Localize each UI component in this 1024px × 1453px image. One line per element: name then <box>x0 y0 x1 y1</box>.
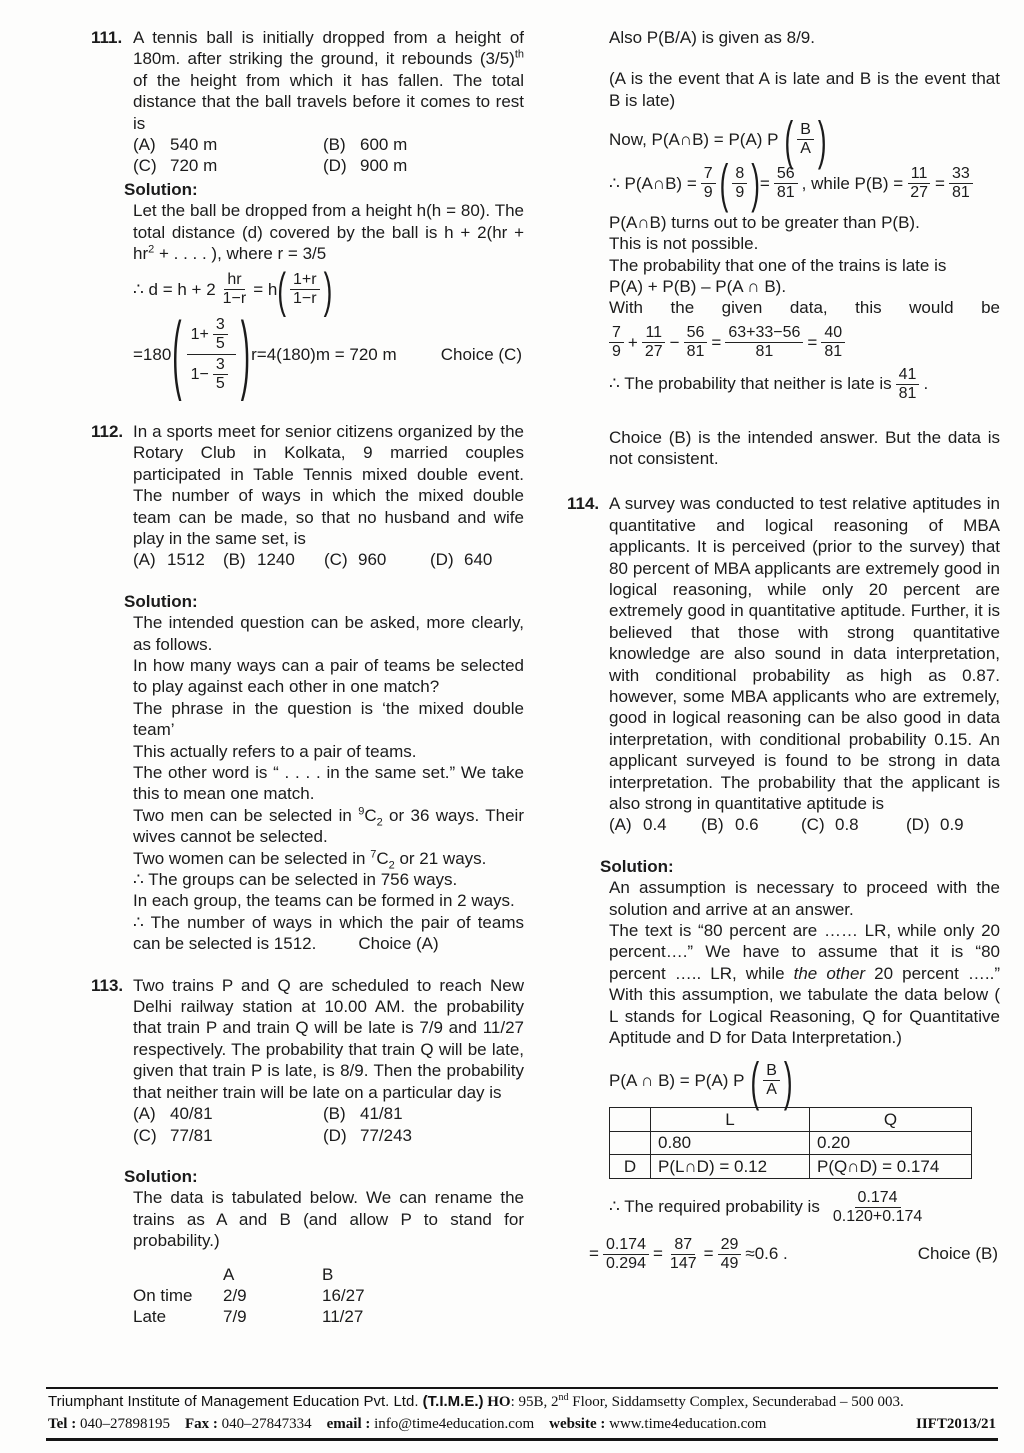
solution-label: Solution: <box>124 591 198 611</box>
subscript: 2 <box>388 859 395 872</box>
choice-answer: Choice (B) <box>917 1244 998 1264</box>
solution-paragraph: In how many ways can a pair of teams be selected to play against each other in one match? <box>133 655 524 697</box>
solution-label: Solution: <box>124 179 198 199</box>
fraction: $\frac{1+r}{1-r}$ <box>290 271 320 308</box>
superscript: 2 <box>148 243 155 256</box>
solution-paragraph: The data is tabulated below. We can rename the trains as A and B (and allow P to stand for probability.) <box>133 1188 524 1251</box>
solution-paragraph: The probability that one of the trains is late is <box>609 255 947 275</box>
solution-paragraph: This actually refers to a pair of teams. <box>133 741 417 761</box>
cell: P(Q∩D) = 0.174 <box>810 1155 972 1179</box>
superscript: nd <box>558 1392 569 1403</box>
nested-fraction: 1+ $\frac{3}{5}$ 1− $\frac{3}{5}$ <box>187 315 236 394</box>
superscript: 9 <box>358 805 365 818</box>
options <box>133 1103 524 1146</box>
italic-text: the other <box>793 963 866 983</box>
option-d: (D) 77/243 <box>323 1125 412 1145</box>
solution-paragraph: The other word is “ . . . . in the same set.” We take this to mean one match. <box>133 763 524 804</box>
footer <box>46 1387 998 1441</box>
fraction: $\frac{29}{49}$ <box>718 1236 742 1273</box>
solution-paragraph: In each group, the teams can be formed in 2 ways. <box>133 891 515 911</box>
right-paren: ) <box>783 1050 793 1112</box>
question-text: A tennis ball is initially dropped from a height of 180m. after striking the ground, it rebounds $(3/5)^{th}$ of the height from which it has fallen. The total distance that the ball travels before it comes to rest is <box>133 28 524 133</box>
option-b: (B) 1240 <box>223 550 295 570</box>
fraction: $\frac{63+33-56}{81}$ <box>725 324 803 361</box>
right-paren: ) <box>817 108 827 171</box>
question-113 <box>91 975 524 1328</box>
question-111 <box>91 27 524 401</box>
formula-required-probability: ∴ The required probability is $\frac{0.174}{0.120+0.174}$ <box>609 1189 1000 1226</box>
website: website : www.time4education.com <box>549 1416 767 1432</box>
fraction: $\frac{56}{81}$ <box>684 324 708 361</box>
formula-final: = $\frac{0.174}{0.294}$ = $\frac{87}{147}$ = $\frac{29}{49}$ ≈0.6 . Choice (B) <box>589 1235 998 1272</box>
formula-sum: $\frac{7}{9}$ + $\frac{11}{27}$ − $\frac{56}{81}$ = $\frac{63+33-56}{81}$ = $\frac{40}{81}$ <box>609 324 1000 361</box>
formula-distance: ∴ d = h + 2 $\frac{hr}{1-r}$ = h ( $\frac{1+r}{1-r}$ ) <box>133 261 333 319</box>
solution-paragraph: An assumption is necessary to proceed with the solution and arrive at an answer. <box>609 878 1000 919</box>
question-112 <box>91 421 524 955</box>
row-label: Late <box>133 1307 167 1327</box>
solution-paragraph: The intended question can be asked, more clearly, as follows. <box>133 613 524 654</box>
solution-paragraph: (A is the event that A is late and B is the event that B is late) <box>609 69 1000 110</box>
option-d: (D) 640 <box>430 550 493 570</box>
solution-label: Solution: <box>124 1166 198 1186</box>
options <box>133 134 524 177</box>
probability-table <box>609 1107 972 1179</box>
option-a: (A) 40/81 <box>133 1104 213 1124</box>
choice-answer: Choice (C) <box>440 344 522 364</box>
options <box>609 814 1000 835</box>
fax: Fax : 040–27847334 <box>184 1416 312 1432</box>
left-paren: ( <box>784 108 794 171</box>
email: email : info@time4education.com <box>326 1416 535 1432</box>
question-text: A survey was conducted to test relative aptitudes in quantitative and logical reasoning of MBA applicants. It is perceived (prior to the survey) that 80 percent of MBA applicants are extremely good in logical reasoning, while only 20 percent are extremely good in quantitative aptitude. Further, it is believed that those with strong quantitative knowledge are also sound in data interpretation, with conditional probability as high as 0.87. however, some MBA applicants who are extremely, good in logical reasoning can be also good in data interpretation, with conditional probability 0.15. An applicant surveyed is found to be strong in data interpretation. The probability that the applicant is also strong in quantitative aptitude is <box>609 494 1000 813</box>
solution-paragraph: P(A∩B) turns out to be greater than P(B). <box>609 212 920 232</box>
conclusion-line: ∴ The probability that neither is late is $\frac{41}{81}$ . <box>609 365 929 402</box>
fraction: $\frac{0.174}{0.120+0.174}$ <box>832 1188 923 1225</box>
cell <box>610 1108 651 1132</box>
solution-label: Solution: <box>600 856 674 876</box>
option-c: (C) 960 <box>324 550 387 570</box>
formula-result: =180 ( 1+ $\frac{3}{5}$ 1− $\frac{3}{5}$ ) r=4(180)m = 720 m Choice (C) <box>133 304 522 402</box>
footer-contact-line <box>48 1414 996 1434</box>
solution-paragraph: P(A) + P(B) – P(A ∩ B). <box>609 277 787 297</box>
question-113-solution-continued <box>609 27 1000 469</box>
fraction: $\frac{87}{147}$ <box>669 1235 697 1272</box>
solution-paragraph: Choice (B) is the intended answer. But the data is not consistent. <box>609 427 1000 468</box>
solution-paragraph: Let the ball be dropped from a height h(h = 80). The total distance (d) covered by the ball is $h + 2(hr + hr^2$ + . . . . ), where r = 3/5 <box>133 201 524 264</box>
option-c: (C) 720 m <box>133 156 218 176</box>
fraction: $\frac{hr}{1-r}$ <box>222 271 247 308</box>
option-b: (B) 600 m <box>323 135 408 155</box>
fraction: $\frac{33}{81}$ <box>949 165 973 202</box>
column-header: L <box>651 1108 810 1132</box>
right-paren: ) <box>323 261 333 319</box>
right-paren: ) <box>240 304 251 402</box>
left-paren: ( <box>719 152 729 215</box>
solution-paragraph: Also P(B/A) is given as 8/9. <box>609 28 815 47</box>
subscript: 2 <box>376 816 383 829</box>
left-paren: ( <box>750 1050 760 1112</box>
choice-answer: Choice (A) <box>358 934 439 954</box>
solution-paragraph: ∴ The groups can be selected in 756 ways. <box>133 870 458 890</box>
option-a: (A) 1512 <box>133 550 205 570</box>
paper-code: IIFT2013/21 <box>915 1416 996 1432</box>
fraction: $\frac{0.174}{0.294}$ <box>603 1236 649 1273</box>
trains-table <box>133 1264 524 1328</box>
row-label: On time <box>133 1285 193 1305</box>
option-a: (A) 0.4 <box>609 815 667 835</box>
question-number: 112. <box>91 421 124 441</box>
question-text: Two trains P and Q are scheduled to reach New Delhi railway station at 10.00 AM. the probability that train P and train Q will be late is 7/9 and 11/27 respectively. The probability that train Q will be late, given that train P is late, is 8/9. Then the probability that neither train will be late on a particular day is <box>133 975 524 1102</box>
fraction: $\frac{56}{81}$ <box>774 165 798 202</box>
question-number: 114. <box>567 494 600 514</box>
formula-intersection: ∴ P(A∩B) = $\frac{7}{9}$ ( $\frac{8}{9}$ ) = $\frac{56}{81}$ , while P(B) = $\frac{11}{27}$ = $\frac{33}{81}$ <box>609 165 1000 202</box>
question-text: In a sports meet for senior citizens organized by the Rotary Club in Kolkata, 9 married couples participated in Table Tennis mixed double event. The number of ways in which the mixed double team can be made, so that no husband and wife play in the same set, is <box>133 421 524 548</box>
option-b: (B) 0.6 <box>701 815 759 835</box>
cell <box>610 1131 651 1155</box>
table-row <box>610 1155 972 1179</box>
solution-paragraph: This is not possible. <box>609 234 759 254</box>
telephone: Tel : 040–27898195 <box>48 1416 170 1432</box>
option-b: (B) 41/81 <box>323 1104 403 1124</box>
fraction: $\frac{7}{9}$ <box>609 324 624 361</box>
column-header: A <box>223 1264 235 1284</box>
fraction: $\frac{40}{81}$ <box>821 324 845 361</box>
cell: P(L∩D) = 0.12 <box>651 1155 810 1179</box>
option-d: (D) 900 m <box>323 156 408 176</box>
cell: 11/27 <box>322 1307 364 1327</box>
solution-paragraph: With the given data, this would be <box>609 298 1000 318</box>
fraction: $\frac{8}{9}$ <box>732 165 747 202</box>
cell: 7/9 <box>223 1307 247 1327</box>
fraction: $\frac{3}{5}$ <box>213 356 228 393</box>
solution-paragraph: The text is “80 percent are …… LR, while only 20 percent….” We have to assume that it is “80 percent ….. LR, while the other 20 percent …..” With this assumption, we tabulate the data below ( L stands for Logical Reasoning, Q for Quantitative Aptitude and D for Data Interpretation.) <box>609 921 1000 1048</box>
options <box>133 549 524 570</box>
org-abbreviation: (T.I.M.E.) <box>422 1393 484 1410</box>
superscript: 7 <box>370 847 377 860</box>
option-d: (D) 0.9 <box>906 815 964 835</box>
formula-conditional: Now, P(A∩B) = P(A) P ( $\frac{B}{A}$ ) <box>609 108 827 171</box>
left-paren: ( <box>172 304 182 402</box>
cell: 16/27 <box>322 1285 365 1305</box>
fraction: $\frac{B}{A}$ <box>763 1062 780 1099</box>
column-header: B <box>322 1264 334 1284</box>
fraction: $\frac{41}{81}$ <box>896 366 920 403</box>
option-c: (C) 0.8 <box>801 815 859 835</box>
right-paren: ) <box>751 152 760 215</box>
fraction: $\frac{7}{9}$ <box>701 165 716 202</box>
fraction: $\frac{B}{A}$ <box>797 121 814 158</box>
left-column <box>91 27 524 1328</box>
solution-paragraph: Two men can be selected in $^9C_2$ or 36 ways. Their wives cannot be selected. <box>133 805 524 847</box>
solution-paragraph: ∴ The number of ways in which the pair of teams can be selected is 1512. Choice (A) <box>133 912 524 954</box>
fraction: $\frac{3}{5}$ <box>213 316 228 353</box>
left-paren: ( <box>277 261 287 319</box>
table-row <box>610 1131 972 1155</box>
row-label: D <box>610 1155 651 1179</box>
option-a: (A) 540 m <box>133 135 218 155</box>
fraction: $\frac{11}{27}$ <box>642 324 666 361</box>
right-column <box>567 27 1000 1279</box>
cell: 2/9 <box>223 1285 247 1305</box>
fraction: $\frac{11}{27}$ <box>907 165 931 202</box>
question-number: 111. <box>91 28 123 47</box>
column-header: Q <box>810 1108 972 1132</box>
cell: 0.20 <box>810 1131 972 1155</box>
superscript: th <box>514 48 524 61</box>
solution-paragraph: The phrase in the question is ‘the mixed double team’ <box>133 698 524 740</box>
cell: 0.80 <box>651 1131 810 1155</box>
option-c: (C) 77/81 <box>133 1125 213 1145</box>
formula-conditional: P(A ∩ B) = P(A) P ( $\frac{B}{A}$ ) <box>609 1050 793 1112</box>
question-114 <box>567 493 1000 1279</box>
solution-paragraph: Two women can be selected in $^7C_2$ or 21 ways. <box>133 847 487 872</box>
footer-address-line: Triumphant Institute of Management Education Pvt. Ltd. (T.I.M.E.) HO: 95B, 2nd Floor, Siddamsetty Complex, Secunderabad – 500 003. <box>48 1392 904 1410</box>
question-number: 113. <box>91 975 124 995</box>
